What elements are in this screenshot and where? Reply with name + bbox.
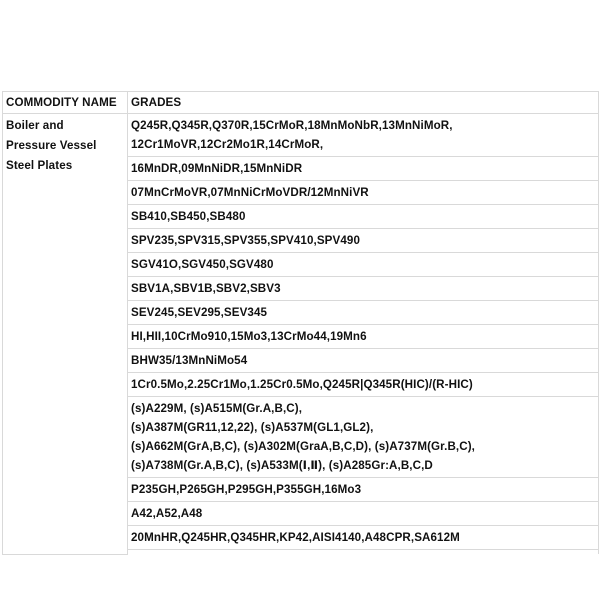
grade-line: 12Cr1MoVR,12Cr2Mo1R,14CrMoR, [131, 138, 324, 151]
grade-line: (s)A662M(GrA,B,C), (s)A302M(GraA,B,C,D), (s)A737M(Gr.B,C), [131, 440, 475, 453]
grades-sheet [2, 91, 598, 555]
table-row [3, 114, 599, 157]
grade-line: (s)A229M, (s)A515M(Gr.A,B,C), [131, 402, 303, 415]
grades-cell [128, 114, 599, 157]
grades-cell [128, 205, 599, 229]
grade-line: (s)A738M(Gr.A,B,C), (s)A533M(Ⅰ,Ⅱ), (s)A285Gr:A,B,C,D [131, 459, 433, 472]
grade-line: HI,HII,10CrMo910,15Mo3,13CrMo44,19Mn6 [131, 330, 367, 343]
grade-line: 07MnCrMoVR,07MnNiCrMoVDR/12MnNiVR [131, 186, 369, 199]
grades-cell [128, 157, 599, 181]
grade-line: BHW35/13MnNiMo54 [131, 354, 248, 367]
commodity-name-cell [3, 114, 128, 555]
grades-cell [128, 502, 599, 526]
grade-line: SBV1A,SBV1B,SBV2,SBV3 [131, 282, 281, 295]
grades-cell [128, 229, 599, 253]
grades-cell [128, 526, 599, 550]
grades-cell [128, 397, 599, 478]
grade-line: (s)A387M(GR11,12,22), (s)A537M(GL1,GL2), [131, 421, 374, 434]
commodity-name-line: Pressure Vessel [6, 139, 97, 152]
grades-cell [128, 253, 599, 277]
grades-cell [128, 349, 599, 373]
grades-cell [128, 181, 599, 205]
grade-line: SGV41O,SGV450,SGV480 [131, 258, 274, 271]
grade-line: SPV235,SPV315,SPV355,SPV410,SPV490 [131, 234, 360, 247]
grades-cell [128, 277, 599, 301]
grades-table [2, 91, 599, 555]
grade-line: P235GH,P265GH,P295GH,P355GH,16Mo3 [131, 483, 362, 496]
grade-line: 16MnDR,09MnNiDR,15MnNiDR [131, 162, 303, 175]
grades-cell [128, 301, 599, 325]
header-grades: GRADES [128, 92, 599, 114]
grade-line: 20MnHR,Q245HR,Q345HR,KP42,AISI4140,A48CPR,SA612M [131, 531, 460, 544]
grade-line: SB410,SB450,SB480 [131, 210, 246, 223]
grade-line: Q245R,Q345R,Q370R,15CrMoR,18MnMoNbR,13MnNiMoR, [131, 119, 453, 132]
commodity-name-line: Boiler and [6, 119, 64, 132]
grade-line: SEV245,SEV295,SEV345 [131, 306, 268, 319]
grades-cell [128, 325, 599, 349]
grades-cell [128, 373, 599, 397]
grade-line: A42,A52,A48 [131, 507, 203, 520]
commodity-name-line: Steel Plates [6, 159, 73, 172]
grade-line: 1Cr0.5Mo,2.25Cr1Mo,1.25Cr0.5Mo,Q245R|Q345R(HIC)/(R-HIC) [131, 378, 473, 391]
empty-cell [128, 550, 599, 555]
table-header-row [3, 92, 599, 114]
grades-cell [128, 478, 599, 502]
header-commodity-name: COMMODITY NAME [3, 92, 128, 114]
